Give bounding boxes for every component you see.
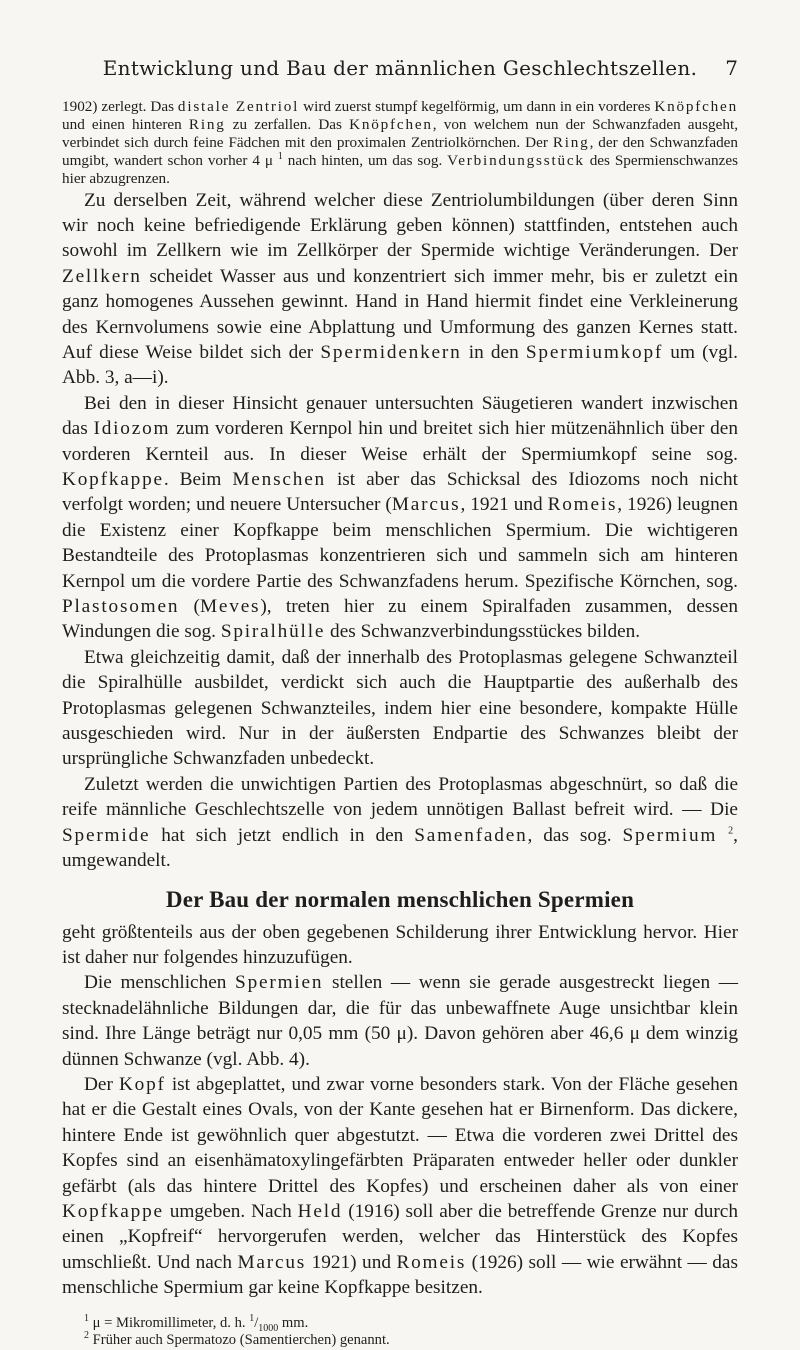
page-number: 7	[725, 56, 738, 80]
paragraph-tail-sheath: Etwa gleichzeitig damit, daß der innerhalb des Protoplasmas gelegene Schwanzteil die Spiralhülle ausbildet, verdickt sich auch die Hauptpartie des außerhalb des Protoplasmas gelegenen Schwanzteiles, indem hier eine besondere, kompakte Hülle ausgeschieden wird. Nur in der äußersten Endpartie des Schwanzes bleibt der ursprüngliche Schwanzfaden unbedeckt.	[62, 646, 738, 770]
paragraph-length: Die menschlichen Spermien stellen — wenn sie gerade ausgestreckt liegen — stecknadelähnliche Bildungen dar, die für das unbewaffnete Auge unsichtbar klein sind. Ihre Länge beträgt nur 0,05 mm (50 μ). Davon gehören aber 46,6 μ dem winzig dünnen Schwanze (vgl. Abb. 4).	[62, 972, 738, 1070]
footnotes	[62, 1312, 738, 1350]
paragraph-nuclear-changes: Zu derselben Zeit, während welcher diese Zentriolumbildungen (über deren Sinn wir noch keine befriedigende Erklärung geben können) stattfinden, entstehen auch sowohl im Zellkern wie im Zellkörper der Spermide wichtige Veränderungen. Der Zellkern scheidet Wasser aus und konzentriert sich immer mehr, bis er zuletzt ein ganz homogenes Aussehen gewinnt. Hand in Hand hiermit findet eine Verkleinerung des Kernvolumens sowie eine Abplattung und Umformung des ganzen Kernes statt. Auf diese Weise bildet sich der Spermidenkern in den Spermiumkopf um (vgl. Abb. 3, a—i).	[62, 189, 738, 389]
running-title: Entwicklung und Bau der männlichen Geschlechtszellen.	[102, 56, 698, 80]
section-heading: Der Bau der normalen menschlichen Spermien	[165, 886, 635, 912]
footnote-ref-1: 1	[277, 150, 283, 162]
paragraph-spermium: Zuletzt werden die unwichtigen Partien des Protoplasmas abgeschnürt, so daß die reife männliche Geschlechtszelle von jedem unnötigen Ballast befreit wird. — Die Spermide hat sich jetzt endlich in den Samenfaden, das sog. Spermium $^2$, umgewandelt.	[62, 773, 738, 872]
footnote-1: $^1$ μ = Mikromillimeter, d. h. $^1/_{1000}$ mm.	[84, 1312, 309, 1334]
paragraph-head: Der Kopf ist abgeplattet, und zwar vorne besonders stark. Von der Fläche gesehen hat er die Gestalt eines Ovals, von der Kante gesehen hat er Birnenform. Das dickere, hintere Ende ist gewöhnlich quer abgestutzt. — Etwa die vorderen zwei Drittel des Kopfes sind an eisenhämatoxylingefärbten Präparaten entweder heller oder dunkler gefärbt (als das hintere Drittel des Kopfes) und erscheinen daher als von einer Kopfkappe umgeben. Nach Held (1916) soll aber die betreffende Grenze nur durch einen „Kopfreif“ hervorgerufen werden, welcher das Hinterstück des Kopfes umschließt. Und nach Marcus 1921) und Romeis (1926) soll — wie erwähnt — das menschliche Spermium gar keine Kopfkappe besitzen.	[62, 1073, 739, 1299]
footnote-ref-2: 2	[728, 825, 734, 837]
footnote-2: $^2$ Früher auch Spermatozo (Samentierchen) genannt.	[84, 1330, 390, 1349]
body-text	[62, 98, 738, 1350]
paragraph-idiozom: Bei den in dieser Hinsicht genauer untersuchten Säugetieren wandert inzwischen das Idiozom zum vorderen Kernpol hin und breitet sich hier mützenähnlich über den vorderen Kernteil aus. In dieser Weise erhält der Spermiumkopf seine sog. Kopfkappe. Beim Menschen ist aber das Schicksal des Idiozoms noch nicht verfolgt worden; und neuere Untersucher (Marcus, 1921 und Romeis, 1926) leugnen die Existenz einer Kopfkappe beim menschlichen Spermium. Die wichtigeren Bestandteile des Protoplasmas konzentrieren sich und sammeln sich am hinteren Kernpol um die vordere Partie des Schwanzfadens herum. Spezifische Körnchen, sog. Plastosomen (Meves), treten hier zu einem Spiralfaden zusammen, dessen Windungen die sog. Spiralhülle des Schwanzverbindungsstückes bilden.	[62, 392, 739, 643]
page-header	[0, 56, 800, 86]
paragraph-small-print: 1902) zerlegt. Das distale Zentriol wird zuerst stumpf kegelförmig, um dann in ein vorderes Knöpfchen und einen hinteren Ring zu zerfallen. Das Knöpfchen, von welchem nun der Schwanzfaden ausgeht, verbindet sich durch feine Fädchen mit den proximalen Zentriolkörnchen. Der Ring, der den Schwanzfaden umgibt, wandert schon vorher 4 μ $^1$ nach hinten, um das sog. Verbindungsstück des Spermienschwanzes hier abzugrenzen.	[62, 98, 739, 187]
paragraph-after-heading: geht größtenteils aus der oben gegebenen Schilderung ihrer Entwicklung hervor. Hier ist daher nur folgendes hinzuzufügen.	[62, 921, 738, 968]
